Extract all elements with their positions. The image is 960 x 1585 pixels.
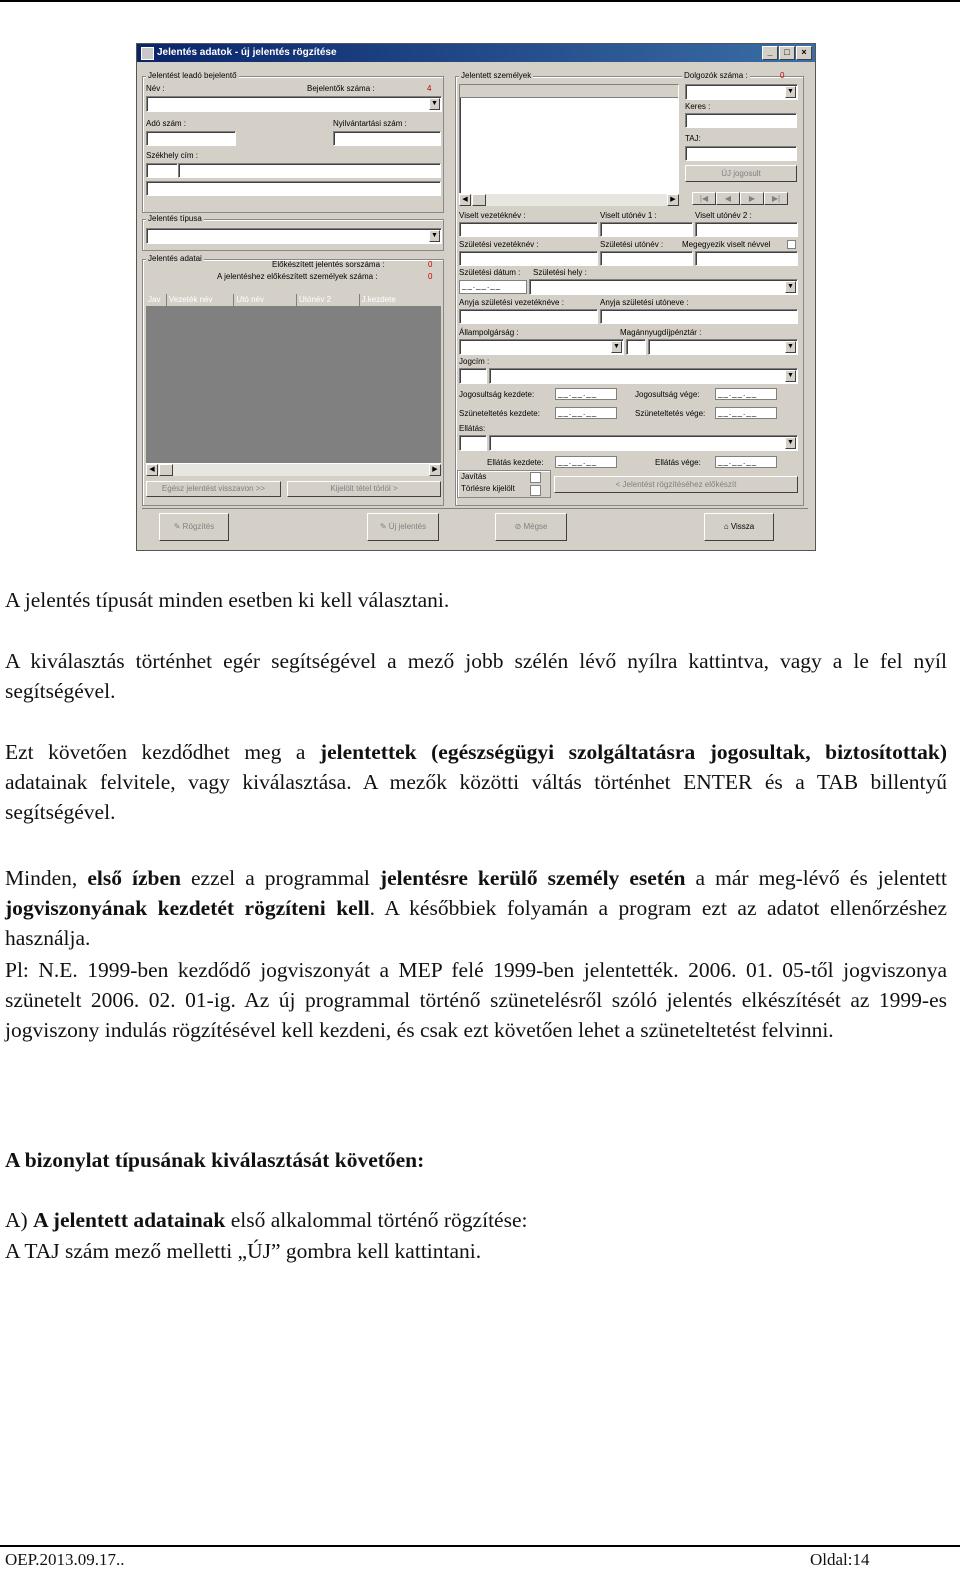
reporter-count-value: 4 bbox=[427, 84, 432, 93]
private-fund-select[interactable] bbox=[648, 339, 798, 355]
report-data-window bbox=[136, 43, 816, 551]
tax-number-field[interactable] bbox=[146, 131, 236, 146]
pencil-icon: ✎ bbox=[379, 522, 389, 531]
chevron-down-icon[interactable]: ▼ bbox=[785, 370, 796, 382]
grid-col-surname[interactable]: Vezeték név bbox=[167, 294, 235, 306]
grid-col-jav[interactable]: Jav bbox=[146, 294, 167, 306]
persons-hscrollbar[interactable] bbox=[459, 193, 679, 206]
chevron-down-icon[interactable]: ▼ bbox=[785, 86, 796, 98]
report-type-label: Jelentés típusa bbox=[148, 214, 202, 223]
chevron-down-icon[interactable]: ▼ bbox=[429, 98, 440, 110]
pencil-icon: ✎ bbox=[173, 522, 183, 531]
reporter-group-label: Jelentést leadó bejelentő bbox=[148, 71, 237, 80]
new-report-button-label: Új jelentés bbox=[388, 522, 427, 531]
next-record-icon[interactable]: ▶ bbox=[740, 192, 764, 205]
home-icon: ⌂ bbox=[723, 522, 731, 531]
window-title: Jelentés adatok - új jelentés rögzítése bbox=[157, 47, 337, 58]
seat-street-field[interactable] bbox=[146, 181, 441, 196]
delete-flag-label: Törlésre kijelölt bbox=[461, 484, 515, 493]
birth-given-field[interactable] bbox=[600, 251, 693, 266]
paragraph-selection: A kiválasztás történhet egér segítségével a mező jobb szélén lévő nyílra kattintva, vagy a le fel nyíl segítségével. bbox=[5, 649, 947, 703]
text-run: ezzel a programmal bbox=[180, 866, 380, 890]
workers-count-value: 0 bbox=[780, 71, 785, 80]
care-select[interactable] bbox=[489, 435, 798, 451]
tax-number-label: Adó szám : bbox=[146, 119, 187, 128]
scroll-left-icon[interactable]: ◀ bbox=[146, 464, 158, 476]
citizenship-select[interactable] bbox=[459, 339, 624, 355]
paragraph-step-a bbox=[5, 1205, 947, 1235]
same-name-checkbox[interactable] bbox=[787, 240, 796, 249]
text-run-bold: jelentettek (egészségügyi szolgáltatásra jogosultak, biztosítottak) bbox=[319, 740, 948, 764]
section-heading: A bizonylat típusának kiválasztását követően: bbox=[5, 1148, 425, 1172]
first-record-icon[interactable]: |◀ bbox=[692, 192, 716, 205]
title-code-field[interactable] bbox=[459, 368, 487, 384]
given2-field[interactable] bbox=[695, 222, 798, 237]
maximize-button[interactable]: □ bbox=[779, 46, 795, 60]
text-run: . A későbbiek folyamán a program ezt az adatot ellenőrzéshez használja. bbox=[5, 896, 947, 950]
report-data-label: Jelentés adatai bbox=[148, 254, 202, 263]
back-button-label: Vissza bbox=[730, 522, 755, 531]
text-run: adatainak felvitele, vagy kiválasztása. A mezők közötti váltás történhet ENTER és a TAB billentyű segítségével. bbox=[5, 770, 947, 824]
mother-surname-field[interactable] bbox=[459, 309, 598, 324]
workers-select[interactable] bbox=[685, 84, 798, 100]
suspend-end-label: Szüneteltetés vége: bbox=[635, 409, 706, 418]
text-run: A) bbox=[5, 1208, 34, 1232]
text-run-bold: A jelentett adatainak bbox=[33, 1208, 226, 1232]
grid-col-start[interactable]: J.kezdete bbox=[361, 295, 396, 304]
new-report-button[interactable] bbox=[367, 513, 439, 541]
seat-address-label: Székhely cím : bbox=[146, 151, 199, 160]
birth-surname-label: Születési vezetéknév : bbox=[459, 240, 539, 249]
reporter-count-label: Bejelentők száma : bbox=[307, 84, 375, 93]
given1-field[interactable] bbox=[600, 222, 693, 237]
same-name-label: Megegyezik viselt névvel bbox=[682, 240, 771, 249]
entitle-end-label: Jogosultság vége: bbox=[635, 390, 700, 399]
text-run-bold: jogviszonyának kezdetét rögzíteni kell bbox=[5, 896, 370, 920]
mother-surname-label: Anyja születési vezetéknéve : bbox=[459, 298, 564, 307]
footer-rule bbox=[0, 1545, 960, 1547]
prev-record-icon[interactable]: ◀ bbox=[716, 192, 740, 205]
text-run: első alkalommal történő rögzítése: bbox=[225, 1208, 528, 1232]
paragraph-report-type: A jelentés típusát minden esetben ki kell választani. bbox=[5, 588, 450, 612]
grid-col-given[interactable]: Utó név bbox=[234, 294, 297, 306]
seat-city-field[interactable] bbox=[178, 163, 441, 178]
paragraph-first-time bbox=[5, 863, 947, 953]
entitle-start-label: Jogosultság kezdete: bbox=[459, 390, 535, 399]
bottom-divider bbox=[142, 508, 808, 509]
mother-given-label: Anyja születési utóneve : bbox=[600, 298, 689, 307]
prepared-persons-value: 0 bbox=[428, 272, 433, 281]
minimize-button[interactable]: _ bbox=[762, 46, 778, 60]
last-record-icon[interactable]: ▶| bbox=[764, 192, 788, 205]
mother-given-field[interactable] bbox=[600, 309, 798, 324]
text-run: Minden, bbox=[5, 866, 88, 890]
persons-group-label: Jelentett személyek bbox=[461, 71, 532, 80]
paragraph-example: Pl: N.E. 1999-ben kezdődő jogviszonyát a MEP felé 1999-ben jelentették. 2006. 01. 05-től jogviszonya szünetelt 2006. 02. 01-ig. Az új programmal történő szünetelésről szóló jelentés elkészítését az 1999-es jogviszony indulás rögzítésével kell kezdeni, és csak ezt követően lehet a szüneteltetést felvinni. bbox=[5, 958, 947, 1042]
surname-field[interactable] bbox=[459, 222, 598, 237]
surname-label: Viselt vezetéknév : bbox=[459, 211, 526, 220]
seat-zip-field[interactable] bbox=[146, 163, 178, 178]
search-input[interactable] bbox=[685, 113, 797, 128]
persons-list[interactable] bbox=[459, 84, 679, 197]
search-label: Keres : bbox=[685, 102, 711, 111]
report-grid[interactable] bbox=[146, 294, 441, 476]
scroll-right-icon[interactable]: ▶ bbox=[429, 464, 441, 476]
scroll-right-icon[interactable]: ▶ bbox=[667, 194, 679, 206]
report-type-select[interactable] bbox=[146, 228, 442, 244]
cancel-button-label: Mégse bbox=[523, 522, 548, 531]
grid-hscrollbar[interactable] bbox=[146, 463, 441, 476]
record-button-label: Rögzítés bbox=[182, 522, 215, 531]
title-select[interactable] bbox=[489, 368, 798, 384]
prepared-serial-value: 0 bbox=[428, 260, 433, 269]
chevron-down-icon[interactable]: ▼ bbox=[785, 341, 796, 353]
chevron-down-icon[interactable]: ▼ bbox=[611, 341, 622, 353]
private-fund-label: Magánnyugdíjpénztár : bbox=[620, 328, 702, 337]
new-entitled-button[interactable]: ÚJ jogosult bbox=[685, 165, 797, 182]
name-select[interactable] bbox=[146, 96, 442, 112]
title-label: Jogcím : bbox=[459, 357, 490, 366]
birth-date-label: Születési dátum : bbox=[459, 268, 521, 277]
undo-whole-report-button[interactable]: Egész jelentést visszavon >> bbox=[146, 481, 281, 497]
name-label: Név : bbox=[146, 84, 165, 93]
registry-number-label: Nyilvántartási szám : bbox=[333, 119, 407, 128]
entitle-start-field[interactable]: __.__.__ bbox=[555, 388, 617, 400]
prepared-serial-label: Előkészített jelentés sorszáma : bbox=[272, 260, 385, 269]
scroll-thumb[interactable] bbox=[472, 194, 486, 206]
care-label: Ellátás: bbox=[459, 424, 486, 433]
citizenship-label: Állampolgárság : bbox=[459, 328, 519, 337]
text-run: Ezt követően kezdődhet meg a bbox=[5, 740, 320, 764]
persons-list-header bbox=[460, 85, 678, 98]
taj-label: TAJ: bbox=[685, 134, 701, 143]
workers-count-label: Dolgozók száma : bbox=[684, 71, 748, 80]
chevron-down-icon[interactable]: ▼ bbox=[429, 230, 440, 242]
footer-page-number: Oldal:14 bbox=[810, 1550, 870, 1569]
care-start-label: Ellátás kezdete: bbox=[487, 458, 544, 467]
birth-given2-field[interactable] bbox=[695, 251, 798, 266]
text-run: a már meg-lévő és jelentett bbox=[685, 866, 948, 890]
registry-number-field[interactable] bbox=[333, 131, 441, 146]
fix-label: Javítás bbox=[461, 472, 487, 481]
entitle-end-field[interactable]: __.__.__ bbox=[715, 388, 777, 400]
birth-given-label: Születési utónév : bbox=[600, 240, 664, 249]
grid-col-given2[interactable]: Utónév 2 bbox=[297, 294, 360, 306]
app-icon bbox=[141, 47, 154, 60]
prepared-persons-label: A jelentéshez előkészített személyek száma : bbox=[217, 272, 378, 281]
chevron-down-icon[interactable]: ▼ bbox=[785, 281, 796, 293]
back-button[interactable] bbox=[704, 513, 774, 541]
taj-input[interactable] bbox=[685, 146, 797, 161]
care-code-field[interactable] bbox=[459, 435, 487, 451]
birth-place-select[interactable] bbox=[529, 279, 798, 295]
paragraph-data-entry bbox=[5, 737, 947, 827]
birth-surname-field[interactable] bbox=[459, 251, 598, 266]
scroll-left-icon[interactable]: ◀ bbox=[459, 194, 471, 206]
care-start-field[interactable]: __.__.__ bbox=[555, 456, 617, 468]
window-titlebar[interactable] bbox=[137, 44, 815, 62]
footer-version: OEP.2013.09.17.. bbox=[5, 1550, 125, 1569]
text-run-bold: jelentésre kerülő személy esetén bbox=[379, 866, 686, 890]
top-rule bbox=[0, 0, 960, 2]
suspend-start-label: Szüneteltetés kezdete: bbox=[459, 409, 540, 418]
paragraph-new-button: A TAJ szám mező melletti „ÚJ” gombra kell kattintani. bbox=[5, 1239, 482, 1263]
close-button[interactable]: × bbox=[796, 46, 812, 60]
prepare-for-report-button[interactable]: < Jelentést rögzítéséhez előkészít bbox=[554, 476, 798, 493]
delete-selected-button[interactable]: Kijelölt tétel törlöl > bbox=[287, 481, 441, 497]
cancel-button[interactable] bbox=[495, 513, 567, 541]
scroll-thumb[interactable] bbox=[159, 464, 173, 476]
record-button[interactable] bbox=[159, 513, 229, 541]
grid-header bbox=[146, 294, 441, 307]
birth-place-label: Születési hely : bbox=[533, 268, 587, 277]
fix-checkbox[interactable] bbox=[530, 472, 541, 483]
care-end-label: Ellátás vége: bbox=[655, 458, 701, 467]
record-navigator bbox=[692, 192, 788, 205]
text-run-bold: első ízben bbox=[87, 866, 181, 890]
given2-label: Viselt utónév 2 : bbox=[695, 211, 752, 220]
suspend-end-field[interactable]: __.__.__ bbox=[715, 407, 777, 419]
delete-flag-checkbox[interactable] bbox=[530, 485, 541, 496]
given1-label: Viselt utónév 1 : bbox=[600, 211, 657, 220]
care-end-field[interactable]: __.__.__ bbox=[715, 456, 777, 468]
suspend-start-field[interactable]: __.__.__ bbox=[555, 407, 617, 419]
cancel-icon: ⊘ bbox=[514, 522, 524, 531]
chevron-down-icon[interactable]: ▼ bbox=[785, 437, 796, 449]
private-fund-code-field[interactable] bbox=[626, 339, 646, 355]
birth-date-field[interactable]: __.__.__ bbox=[459, 280, 527, 294]
